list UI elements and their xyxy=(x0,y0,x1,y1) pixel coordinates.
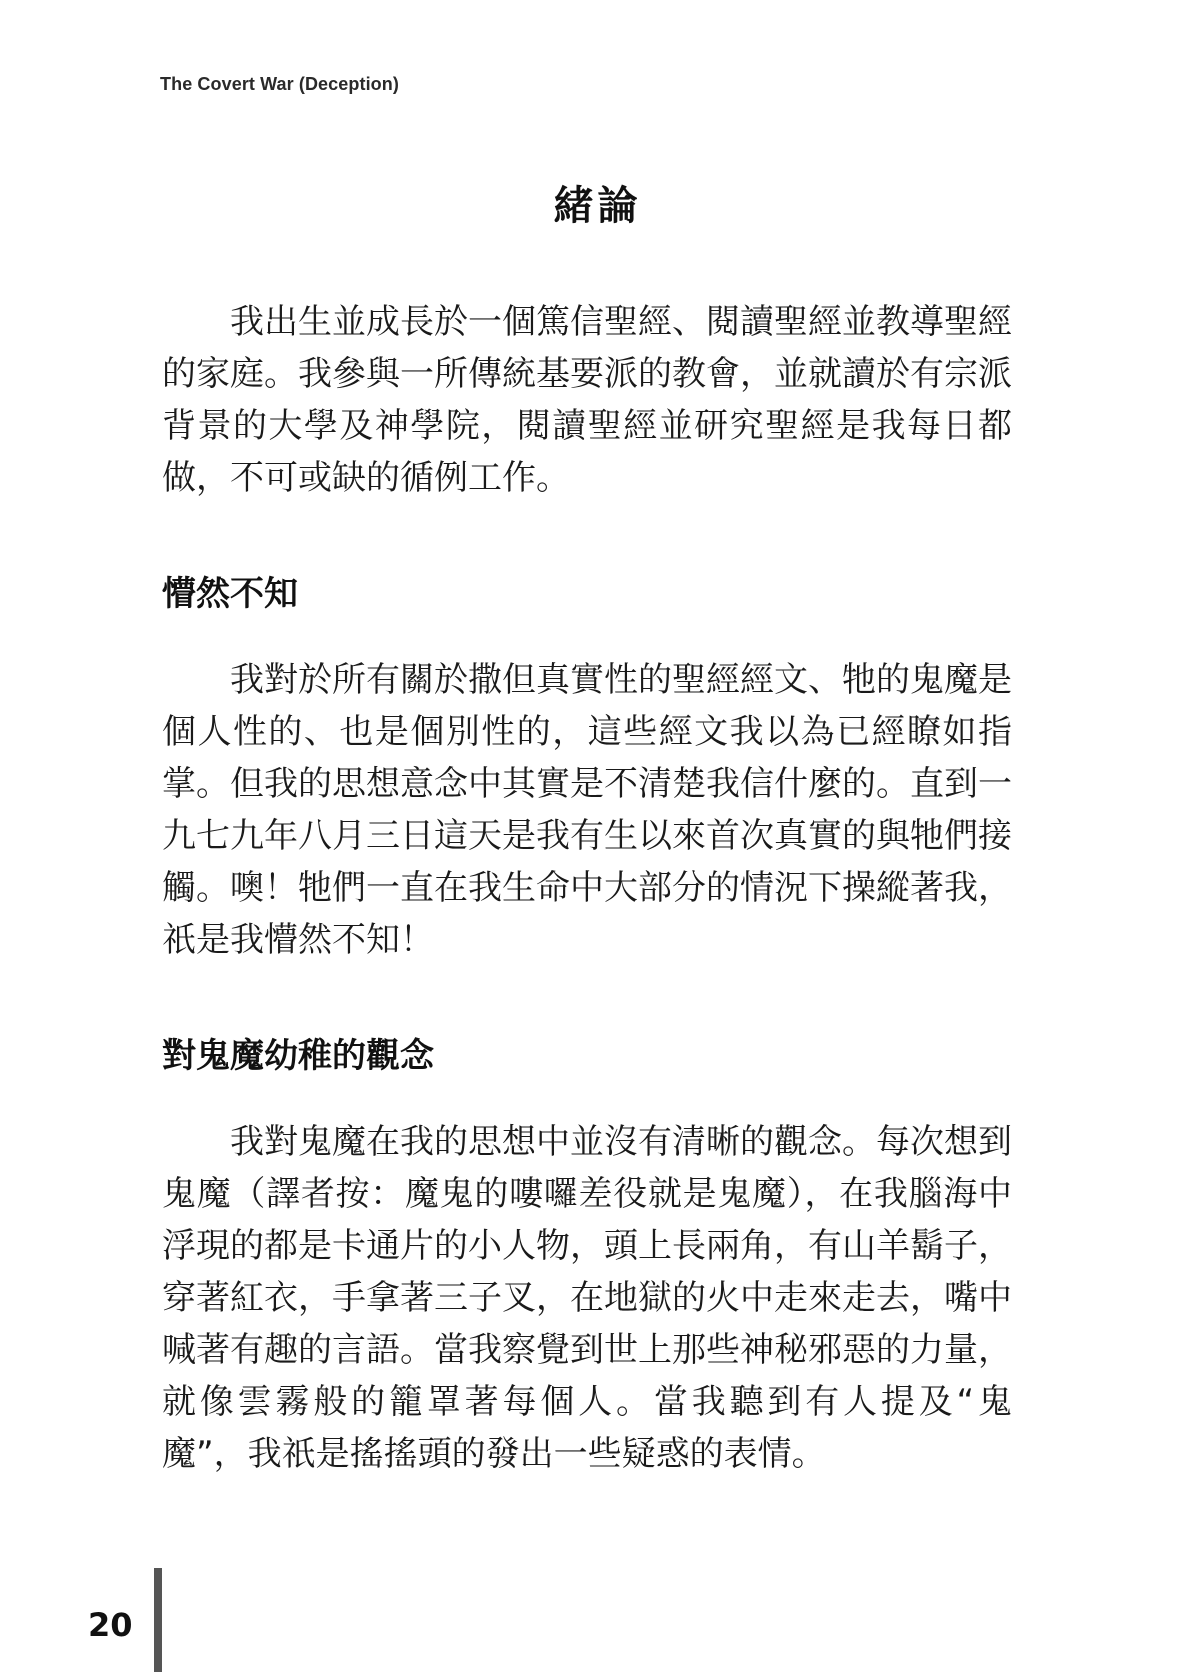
page-number: 20 xyxy=(88,1606,133,1644)
page-body xyxy=(162,296,1012,1480)
section-paragraph-childish-notions: 我對鬼魔在我的思想中並沒有清晰的觀念。每次想到鬼魔（譯者按：魔鬼的嘍囉差役就是鬼魔），在我腦海中浮現的都是卡通片的小人物，頭上長兩角，有山羊鬍子，穿著紅衣，手拿著三子叉，在地獄的火中走來走去，嘴中喊著有趣的言語。當我察覺到世上那些神秘邪惡的力量，就像雲霧般的籠罩著每個人。當我聽到有人提及“鬼魔”，我祇是搖搖頭的發出一些疑惑的表情。 xyxy=(162,1122,1012,1474)
section-heading-unaware: 懵然不知 xyxy=(162,574,298,614)
page-number-divider xyxy=(154,1568,162,1672)
running-header: The Covert War (Deception) xyxy=(160,74,399,94)
section-heading-childish-notions: 對鬼魔幼稚的觀念 xyxy=(162,1036,434,1076)
section-paragraph-unaware: 我對於所有關於撒但真實性的聖經經文、牠的鬼魔是個人性的、也是個別性的，這些經文我以為已經瞭如指掌。但我的思想意念中其實是不清楚我信什麼的。直到一九七九年八月三日這天是我有生以來首次真實的與牠們接觸。噢！牠們一直在我生命中大部分的情況下操縱著我，祇是我懵然不知！ xyxy=(162,660,1012,960)
intro-paragraph: 我出生並成長於一個篤信聖經、閱讀聖經並教導聖經的家庭。我參與一所傳統基要派的教會，並就讀於有宗派背景的大學及神學院，閱讀聖經並研究聖經是我每日都做，不可或缺的循例工作。 xyxy=(162,302,1012,498)
chapter-title: 緒論 xyxy=(553,182,642,229)
